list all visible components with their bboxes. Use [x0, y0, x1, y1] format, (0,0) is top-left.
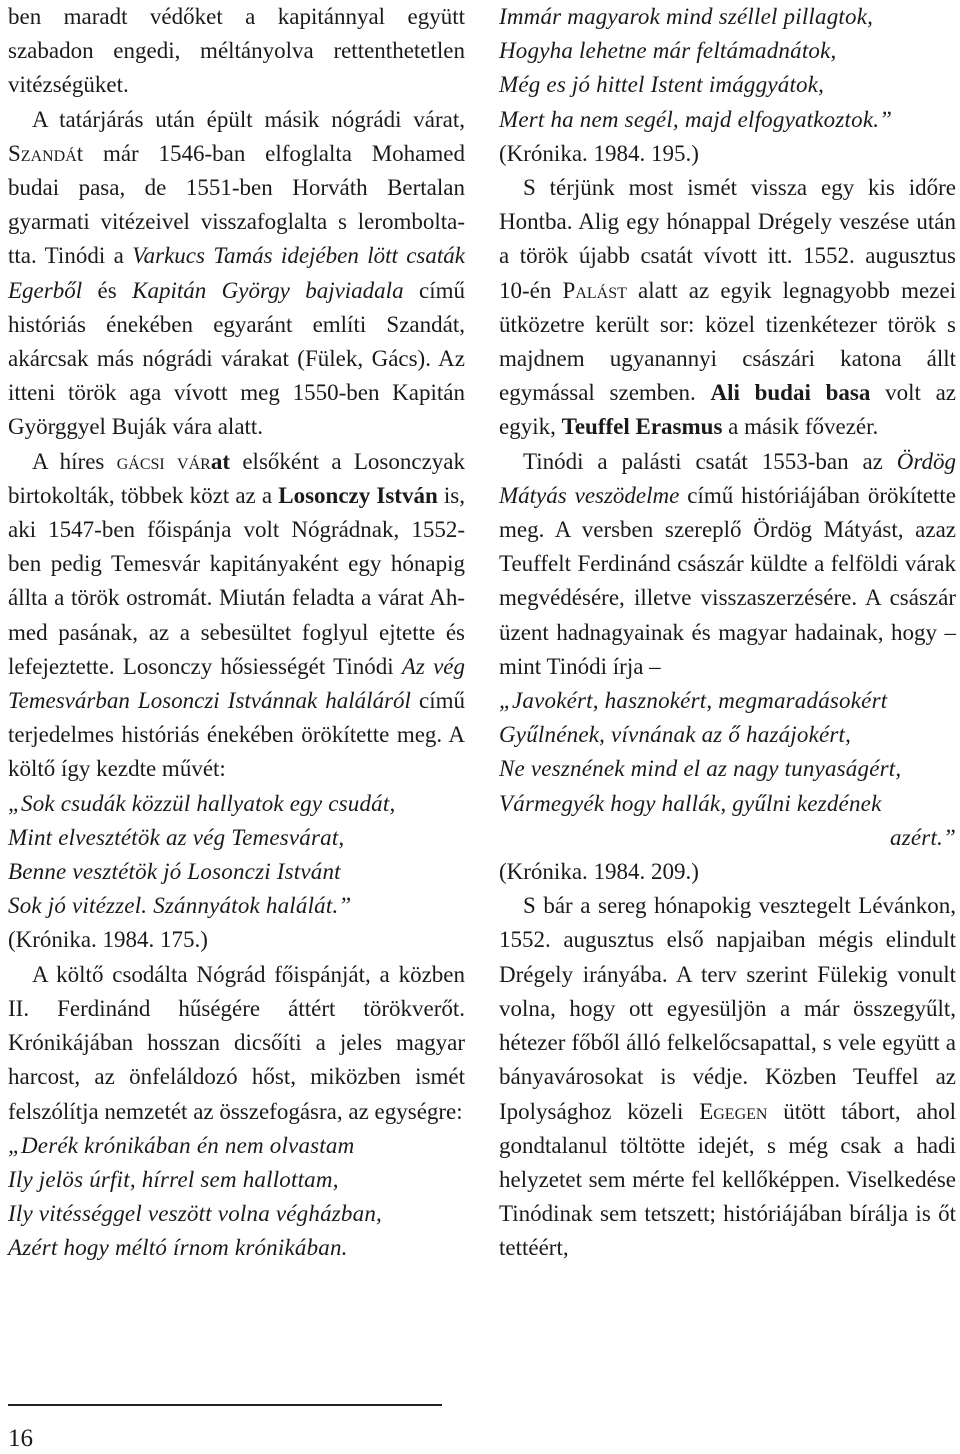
verse-line: azért.”: [890, 824, 956, 850]
text-run: A híres: [32, 448, 117, 474]
text-run: t már 1546-ban elfoglalta Mohamed budai pasa, de 1551-ben Horváth Bertalan gyarmati vitézeivel visszafoglalta s leromboltatta. Tinódi a: [8, 140, 465, 269]
verse-line: „Derék krónikában én nem olvastam: [8, 1132, 355, 1158]
right-column: [499, 0, 956, 1266]
page-number: 16: [8, 1425, 33, 1452]
paragraph: ben maradt védőket a kapitánnyal együtt szabadon engedi, méltányolva rettenthetetlen vitézségüket.: [8, 4, 465, 98]
verse-line: Immár magyarok mind széllel pillagtok,: [499, 4, 874, 29]
citation: (Krónika. 1984. 175.): [8, 927, 208, 953]
verse-line: Benne vesztétök jó Losonczi Istvánt: [8, 859, 341, 885]
text-run: elsőként a Losonczyak birtokolták, többek közt az a: [8, 448, 465, 508]
footer-rule: [8, 1404, 442, 1406]
citation: (Krónika. 1984. 195.): [499, 140, 699, 166]
text-run: S bár a sereg hónapokig vesztegelt Lévánkon, 1552. augusztus első napjaiban mégis elindult Drégely irányába. A terv szerint Fülekig vonult volna, hogy ott egyesüljön a már összegyűlt, hétezer főből álló felkelőcsapattal, s vele együtt a bányavárosokat is védje. Közben Teuffel az Ipolysághoz közeli: [499, 893, 956, 1124]
text-run: a másik fővezér.: [722, 414, 879, 440]
paragraph: [499, 889, 956, 1265]
person-name: Teuffel Erasmus: [561, 414, 723, 440]
text-run: is, aki 1547-ben főispánja volt Nógrádnak, 1552-ben pedig Temesvár kapitányaként egy hónapig állta a török ostromát. Miután feladta a várat Ahmed pasának, az a sebesültet foglyul ejtette és lefejeztette. Losonczy hősiességét Tinódi: [8, 482, 465, 679]
text-run: című terjedelmes históriás énekében örökítette meg. A költő így kezdte művét:: [8, 688, 465, 782]
text-run: A tatárjárás után épült másik nógrádi várat,: [32, 106, 465, 132]
place-name: Szandá: [8, 140, 77, 166]
left-column: [8, 0, 465, 1266]
verse-quote: [8, 787, 465, 924]
verse-line: Ily vitésséggel veszött volna végházban,: [8, 1201, 382, 1227]
verse-line: Vármegyék hogy hallák, gyűlni kezdének: [499, 790, 882, 816]
verse-line: Sok jó vitézzel. Szánnyátok halálát.”: [8, 893, 352, 919]
work-title: Kapitán György bajviadala: [132, 277, 404, 303]
verse-line: Mint elvesztétök az vég Temesvárat,: [8, 824, 345, 850]
text-run: című históriájában örökítette meg. A versben szereplő Ördög Mátyást, azaz Teuffelt Ferdinánd császár küldte a felföldi várak megvédésére, illetve visszaszerzésére. A császár üzent hadnagyainak és magyar hadainak, hogy – mint Tinódi írja –: [499, 482, 956, 679]
verse-quote: [8, 1129, 465, 1266]
paragraph: [499, 445, 956, 684]
verse-line: Hogyha lehetne már feltámadnátok,: [499, 38, 837, 64]
text-run: Tinódi a palásti csatát 1553-ban az: [523, 448, 897, 474]
citation: (Krónika. 1984. 209.): [499, 859, 699, 885]
verse-line: „Javokért, hasznokért, megmaradásokért: [499, 688, 888, 714]
verse-quote: [499, 0, 956, 137]
person-name: Ali budai basa: [710, 380, 871, 406]
text-run: volt az egyik,: [499, 380, 956, 440]
place-name: Palást: [562, 277, 627, 303]
work-title: Varkucs Tamás idejében lött csaták Egerből: [8, 243, 465, 303]
verse-line: Ne vesznének mind el az nagy tunyaságért,: [499, 756, 902, 782]
text-run: at: [210, 448, 231, 474]
verse-line: Ily jelös úrfit, hírrel sem hallottam,: [8, 1166, 339, 1192]
verse-line: Mert ha nem segél, majd elfogyatkoztok.”: [499, 106, 893, 132]
paragraph: [8, 445, 465, 787]
text-run: S térjünk most ismét vissza egy kis időre Hontba. Alig egy hónappal Drégely veszése után a török újabb csatát vívott itt. 1552. augusztus 10-én: [499, 175, 956, 303]
work-title: Az vég Temesvárban Losonczi Istvánnak haláláról: [8, 653, 465, 714]
text-run: alatt az egyik legnagyobb mezei ütközetre került sor: közel tizenkétezer török s majdnem ugyanannyi császári katona állt egymással szemben.: [499, 277, 956, 406]
paragraph: [8, 103, 465, 445]
verse-line: Gyűlnének, vívnának az ő hazájokért,: [499, 722, 852, 748]
verse-quote: [499, 684, 956, 855]
text-run: című históriás énekében egyaránt említi Szandát, akárcsak más nógrádi várakat (Fülek, Gács). Az itteni török aga vívott meg 1550-ben Kapitán Györggyel Buják vára alatt.: [8, 277, 465, 440]
text-run: és: [82, 277, 133, 303]
person-name: Losonczy István: [278, 482, 438, 508]
place-name: Egegen: [699, 1098, 768, 1124]
paragraph: [499, 171, 956, 445]
verse-line: Azért hogy méltó írnom krónikában.: [8, 1235, 348, 1261]
place-name: gácsi vár: [116, 448, 211, 474]
text-run: ütött tábort, ahol gondtalanul töltötte idejét, s még csak a hadi helyzetet sem mérte fel kellőképpen. Viselkedése Tinódinak sem tetszett; históriájában bírálja is őt tettéért,: [499, 1098, 956, 1261]
paragraph: A költő csodálta Nógrád főispánját, a közben II. Ferdinánd hűségére áttért törökverőt. Krónikájában hosszan dicsőíti a jeles magyar harcost, az önfeláldozó hőst, miközben ismét felszólítja nemzetét az összefogásra, az egységre:: [8, 961, 465, 1124]
verse-line: Még es jó hittel Istent imággyátok,: [499, 72, 825, 98]
verse-line: „Sok csudák közzül hallyatok egy csudát,: [8, 790, 396, 816]
work-title: Ördög Mátyás veszödelme: [499, 448, 956, 508]
